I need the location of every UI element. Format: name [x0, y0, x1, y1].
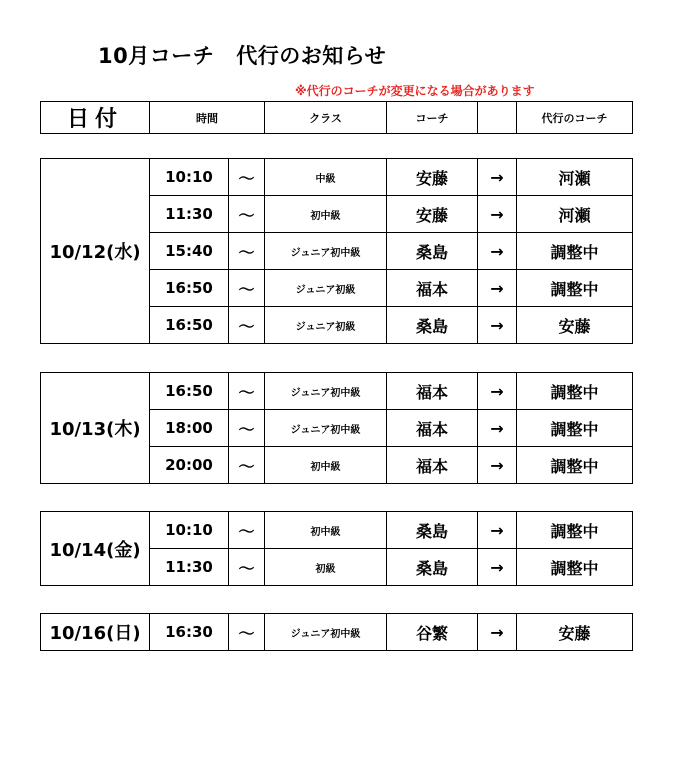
coach-cell: 福本 [387, 410, 478, 447]
substitute-cell: 調整中 [517, 233, 633, 270]
substitute-cell: 調整中 [517, 512, 633, 549]
header-time: 時間 [150, 102, 265, 134]
substitute-cell: 調整中 [517, 410, 633, 447]
change-note: ※代行のコーチが変更になる場合があります [295, 84, 535, 98]
class-cell: 初中級 [265, 196, 387, 233]
time-cell: 11:30 [150, 196, 229, 233]
header-date: 日付 [41, 102, 150, 134]
time-cell: 16:50 [150, 307, 229, 344]
class-cell: ジュニア初中級 [265, 373, 387, 410]
tilde-cell: 〜 [229, 410, 265, 447]
coach-cell: 桑島 [387, 512, 478, 549]
arrow-cell: → [478, 307, 517, 344]
class-cell: ジュニア初中級 [265, 233, 387, 270]
time-cell: 15:40 [150, 233, 229, 270]
class-cell: ジュニア初中級 [265, 614, 387, 651]
substitute-cell: 調整中 [517, 270, 633, 307]
arrow-cell: → [478, 447, 517, 484]
schedule-block [40, 372, 633, 484]
table-row [41, 159, 633, 196]
arrow-cell: → [478, 270, 517, 307]
coach-cell: 谷繁 [387, 614, 478, 651]
coach-cell: 桑島 [387, 307, 478, 344]
tilde-cell: 〜 [229, 447, 265, 484]
coach-cell: 桑島 [387, 233, 478, 270]
coach-cell: 福本 [387, 373, 478, 410]
coach-cell: 福本 [387, 270, 478, 307]
arrow-cell: → [478, 614, 517, 651]
arrow-cell: → [478, 196, 517, 233]
time-cell: 10:10 [150, 512, 229, 549]
arrow-cell: → [478, 233, 517, 270]
date-cell: 10/12(水) [41, 159, 150, 344]
class-cell: 初中級 [265, 447, 387, 484]
time-cell: 18:00 [150, 410, 229, 447]
date-cell: 10/13(木) [41, 373, 150, 484]
tilde-cell: 〜 [229, 233, 265, 270]
class-cell: ジュニア初級 [265, 270, 387, 307]
tilde-cell: 〜 [229, 512, 265, 549]
schedule-block [40, 158, 633, 344]
table-row [41, 373, 633, 410]
substitute-cell: 調整中 [517, 373, 633, 410]
header-coach: コーチ [387, 102, 478, 134]
coach-cell: 安藤 [387, 159, 478, 196]
time-cell: 16:30 [150, 614, 229, 651]
header-class: クラス [265, 102, 387, 134]
time-cell: 16:50 [150, 270, 229, 307]
time-cell: 10:10 [150, 159, 229, 196]
coach-cell: 福本 [387, 447, 478, 484]
date-cell: 10/14(金) [41, 512, 150, 586]
tilde-cell: 〜 [229, 614, 265, 651]
coach-cell: 安藤 [387, 196, 478, 233]
substitute-cell: 調整中 [517, 549, 633, 586]
substitute-cell: 河瀬 [517, 159, 633, 196]
tilde-cell: 〜 [229, 159, 265, 196]
page-title [98, 40, 386, 70]
header-arrow [478, 102, 517, 134]
class-cell: 初級 [265, 549, 387, 586]
class-cell: ジュニア初中級 [265, 410, 387, 447]
coach-cell: 桑島 [387, 549, 478, 586]
tilde-cell: 〜 [229, 307, 265, 344]
title-month: 10月コーチ [98, 44, 215, 68]
title-notice: 代行のお知らせ [236, 44, 387, 68]
arrow-cell: → [478, 410, 517, 447]
class-cell: ジュニア初級 [265, 307, 387, 344]
schedule-block [40, 511, 633, 586]
arrow-cell: → [478, 373, 517, 410]
header-table [40, 101, 633, 134]
date-cell: 10/16(日) [41, 614, 150, 651]
table-row [41, 512, 633, 549]
class-cell: 初中級 [265, 512, 387, 549]
substitute-cell: 安藤 [517, 614, 633, 651]
substitute-cell: 安藤 [517, 307, 633, 344]
time-cell: 11:30 [150, 549, 229, 586]
tilde-cell: 〜 [229, 549, 265, 586]
header-substitute: 代行のコーチ [517, 102, 633, 134]
table-row [41, 614, 633, 651]
tilde-cell: 〜 [229, 270, 265, 307]
time-cell: 20:00 [150, 447, 229, 484]
tilde-cell: 〜 [229, 196, 265, 233]
arrow-cell: → [478, 512, 517, 549]
tilde-cell: 〜 [229, 373, 265, 410]
header-row [41, 102, 633, 134]
schedule-block [40, 613, 633, 651]
arrow-cell: → [478, 549, 517, 586]
substitute-cell: 河瀬 [517, 196, 633, 233]
arrow-cell: → [478, 159, 517, 196]
substitute-cell: 調整中 [517, 447, 633, 484]
class-cell: 中級 [265, 159, 387, 196]
time-cell: 16:50 [150, 373, 229, 410]
